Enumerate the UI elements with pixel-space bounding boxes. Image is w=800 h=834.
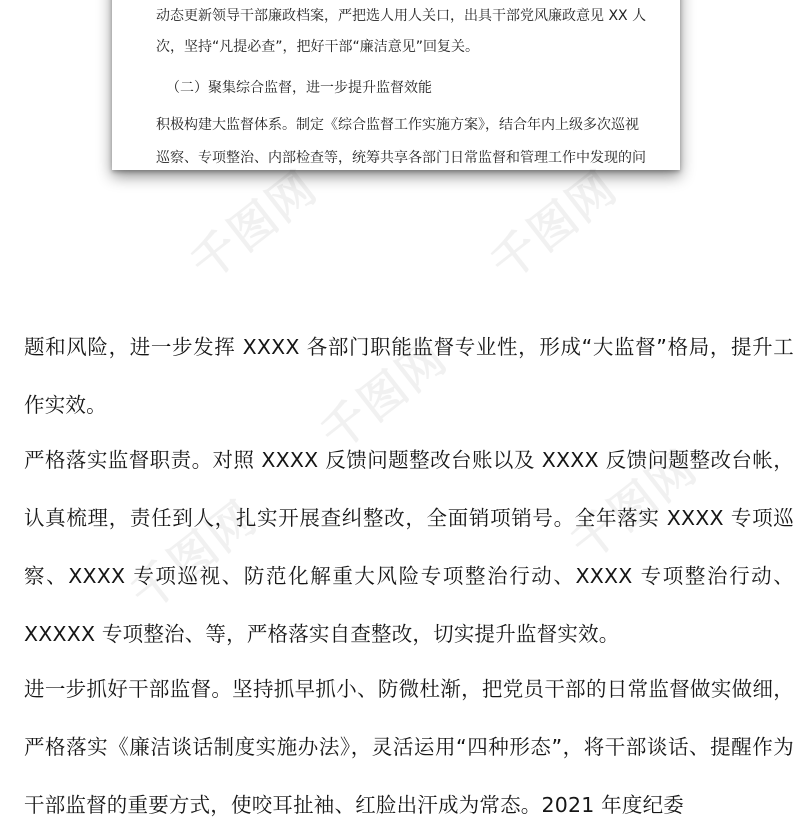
paragraph: 严格落实监督职责。对照 XXXX 反馈问题整改台账以及 XXXX 反馈问题整改台帐，认真梳理，责任到人，扎实开展查纠整改，全面销项销号。全年落实 XXXX 专项巡察、XXXX 专项巡视、防范化解重大风险专项整治行动、XXXX 专项整治行动、XXXXX 专项整治、等，严格落实自查整改，切实提升监督实效。 bbox=[24, 448, 794, 646]
doc-section-heading: （二）聚集综合监督，进一步提升监督效能 bbox=[166, 80, 432, 96]
watermark: 千图网 bbox=[480, 159, 628, 291]
watermark: 千图网 bbox=[120, 489, 268, 621]
paragraph: 题和风险，进一步发挥 XXXX 各部门职能监督专业性，形成“大监督”格局，提升工作实效。 bbox=[24, 335, 794, 417]
doc-line-2: 次，坚持“凡提必查”，把好干部“廉洁意见”回复关。 bbox=[156, 39, 480, 55]
watermark: 千图网 bbox=[180, 159, 328, 291]
doc-line-5: 巡察、专项整治、内部检查等，统筹共享各部门日常监督和管理工作中发现的问 bbox=[156, 150, 646, 166]
embedded-document-page bbox=[112, 0, 680, 170]
watermark: 千图网 bbox=[560, 439, 708, 571]
doc-line-1: 动态更新领导干部廉政档案，严把选人用人关口，出具干部党风廉政意见 XX 人 bbox=[156, 8, 647, 24]
paragraph: 进一步抓好干部监督。坚持抓早抓小、防微杜渐，把党员干部的日常监督做实做细，严格落实《廉洁谈话制度实施办法》，灵活运用“四种形态”，将干部谈话、提醒作为干部监督的重要方式，使咬耳扯袖、红脸出汗成为常态。2021 年度纪委 bbox=[24, 677, 794, 817]
doc-line-4: 积极构建大监督体系。制定《综合监督工作实施方案》，结合年内上级多次巡视 bbox=[156, 117, 639, 133]
watermark: 千图网 bbox=[310, 329, 458, 461]
